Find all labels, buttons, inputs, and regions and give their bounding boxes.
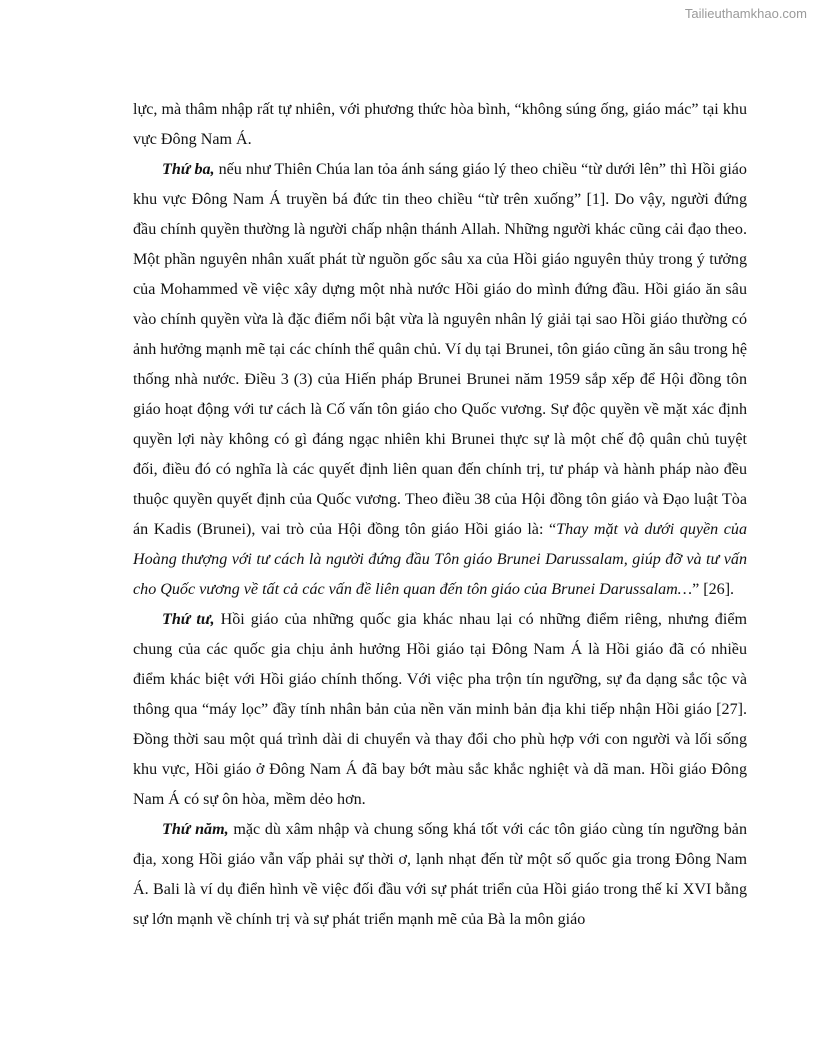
paragraph-text: nếu như Thiên Chúa lan tỏa ánh sáng giáo lý theo chiều “từ dưới lên” thì Hồi giáo khu vực Đông Nam Á truyền bá đức tin theo chiều “từ trên xuống” [1]. Do vậy, người đứng đầu chính quyền thường là người chấp nhận thánh Allah. Những người khác cũng cải đạo theo. Một phần nguyên nhân xuất phát từ nguồn gốc sâu xa của Hồi giáo nguyên thủy trong ý tưởng của Mohammed về việc xây dựng một nhà nước Hồi giáo do mình đứng đầu. Hồi giáo ăn sâu vào chính quyền vừa là đặc điểm nổi bật vừa là nguyên nhân lý giải tại sao Hồi giáo thường có ảnh hưởng mạnh mẽ tại các chính thể quân chủ. Ví dụ tại Brunei, tôn giáo cũng ăn sâu trong hệ thống nhà nước. Điều 3 (3) của Hiến pháp Brunei Brunei năm 1959 sắp xếp để Hội đồng tôn giáo hoạt động với tư cách là Cố vấn tôn giáo cho Quốc vương. Sự độc quyền về mặt xác định quyền lợi này không có gì đáng ngạc nhiên khi Brunei thực sự là một chế độ quân chủ tuyệt đối, điều đó có nghĩa là các quyết định liên quan đến chính trị, tư pháp và hành pháp nào đều thuộc quyền quyết định của Quốc vương. Theo điều 38 của Hội đồng tôn giáo và Đạo luật Tòa án Kadis (Brunei), vai trò của Hội đồng tôn giáo Hồi giáo là: “ xyxy=(133,161,747,538)
paragraph-thu-nam xyxy=(133,815,747,935)
paragraph-text: mặc dù xâm nhập và chung sống khá tốt với các tôn giáo cùng tín ngưỡng bản địa, xong Hồi giáo vẫn vấp phải sự thời ơ, lạnh nhạt đến từ một số quốc gia trong Đông Nam Á. Bali là ví dụ điển hình về việc đối đầu với sự phát triển của Hồi giáo trong thế kỉ XVI bằng sự lớn mạnh về chính trị và sự phát triển mạnh mẽ của Bà la môn giáo xyxy=(133,821,747,928)
paragraph-lead: Thứ tư, xyxy=(162,611,215,628)
paragraph-thu-ba xyxy=(133,155,747,605)
paragraph-lead: Thứ năm, xyxy=(162,821,229,838)
watermark: Tailieuthamkhao.com xyxy=(684,6,807,21)
paragraph-text: Hồi giáo của những quốc gia khác nhau lại có những điểm riêng, nhưng điểm chung của các quốc gia chịu ảnh hưởng Hồi giáo tại Đông Nam Á là Hồi giáo đã có nhiều điểm khác biệt với Hồi giáo chính thống. Với việc pha trộn tín ngưỡng, sự đa dạng sắc tộc và thông qua “máy lọc” đầy tính nhân bản của nền văn minh bản địa khi tiếp nhận Hồi giáo [27]. Đồng thời sau một quá trình dài di chuyển và thay đổi cho phù hợp với con người và lối sống khu vực, Hồi giáo ở Đông Nam Á đã bay bớt màu sắc khắc nghiệt và dã man. Hồi giáo Đông Nam Á có sự ôn hòa, mềm dẻo hơn. xyxy=(133,611,747,808)
document-body xyxy=(133,95,747,935)
paragraph-lead: Thứ ba, xyxy=(162,161,215,178)
paragraph-text: lực, mà thâm nhập rất tự nhiên, với phương thức hòa bình, “không súng ống, giáo mác” tại khu vực Đông Nam Á. xyxy=(133,101,747,148)
paragraph-text: ” [26]. xyxy=(692,581,735,598)
paragraph-quote: Thay mặt và dưới quyền của Hoàng thượng với tư cách là người đứng đầu Tôn giáo Brunei Darussalam, giúp đỡ và tư vấn cho Quốc vương về tất cả các vấn đề liên quan đến tôn giáo của Brunei Darussalam… xyxy=(133,521,747,598)
paragraph-thu-tu xyxy=(133,605,747,815)
paragraph-intro xyxy=(133,95,747,155)
